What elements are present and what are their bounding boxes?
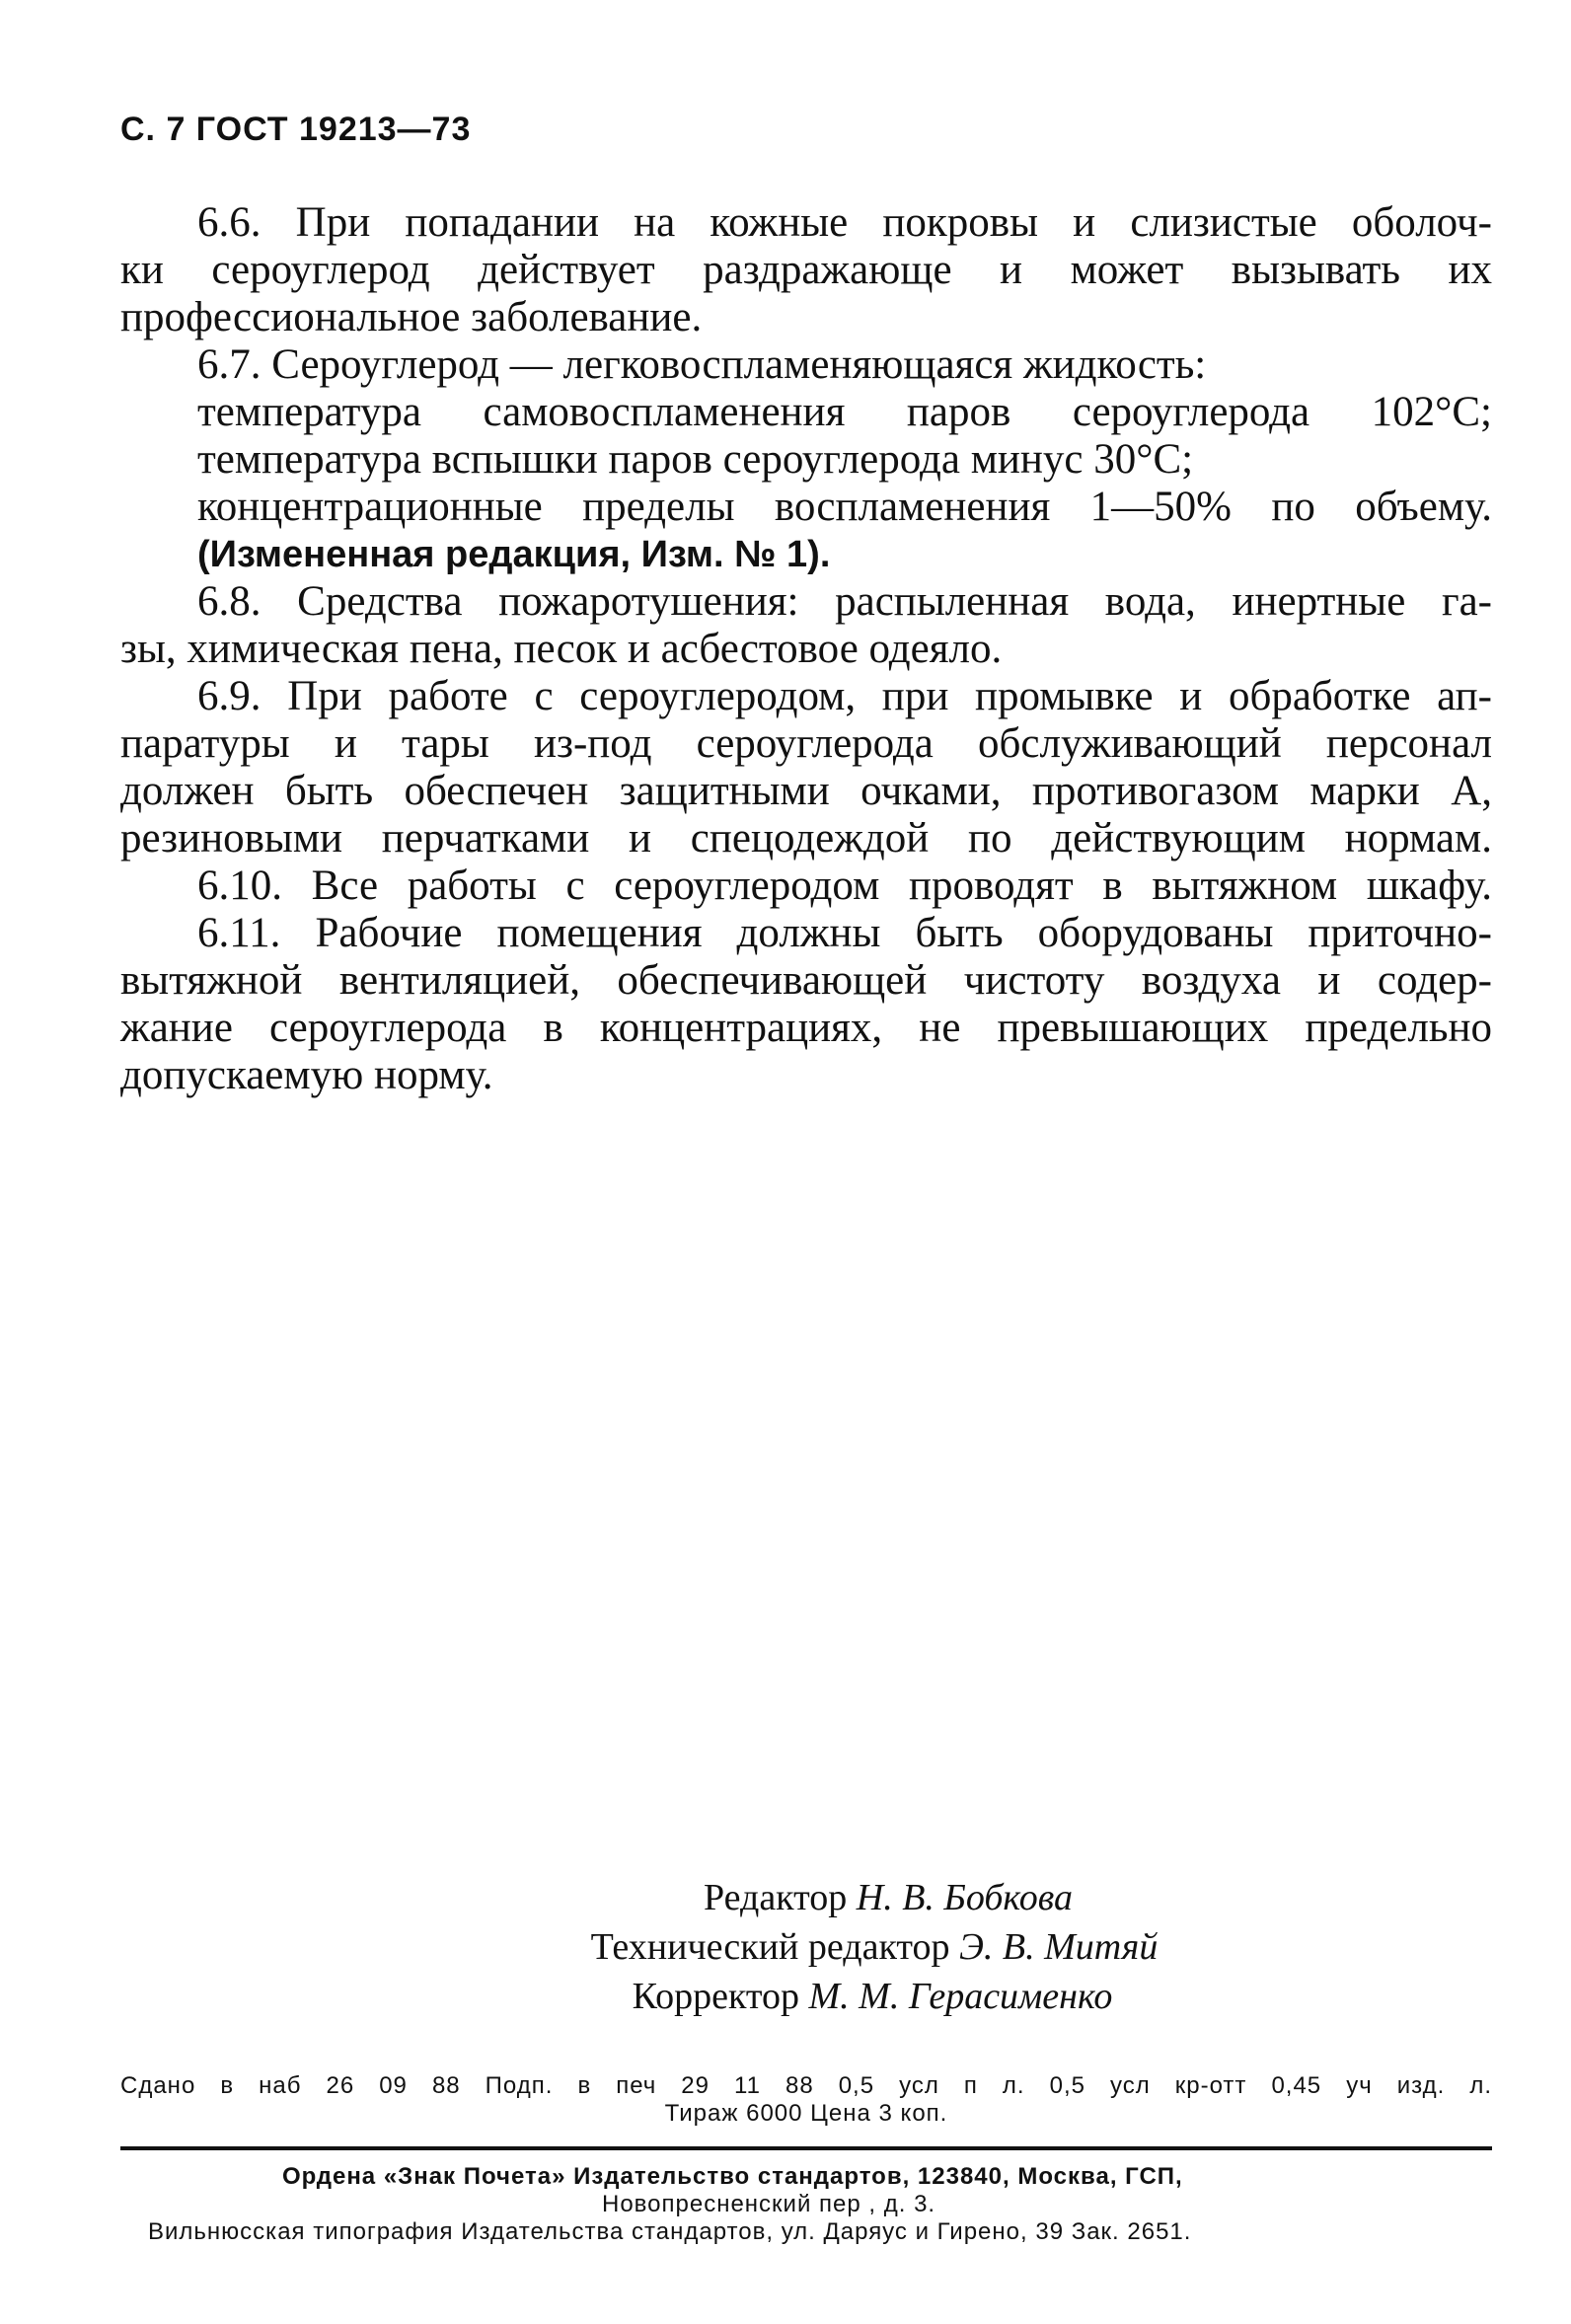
imprint-line-2: Тираж 6000 Цена 3 коп. [664,2100,948,2127]
proofreader-credit [0,1972,1571,2021]
print-imprint [120,2072,1492,2128]
proofreader-name: М. М. Герасименко [808,1976,1113,2017]
paragraph-6-11-line-2: вытяжной вентиляцией, обеспечивающей чистоту воздуха и содер- [120,957,1492,1004]
credits-block [0,1873,1571,2021]
paragraph-6-11-line-1: 6.11. Рабочие помещения должны быть оборудованы приточно- [197,910,1492,956]
paragraph-6-11-line-3: жание сероуглерода в концентрациях, не превышающих предельно [120,1005,1492,1051]
paragraph-6-7-line-4: концентрационные пределы воспламенения 1—50% по объему. [197,484,1492,530]
editor-credit [0,1873,1571,1922]
paragraph-6-6-line-3: профессиональное заболевание. [120,294,703,340]
paragraph-6-7-line-1: 6.7. Сероуглерод — легковоспламеняющаяся жидкость: [197,341,1207,388]
publisher-info [148,2163,1492,2246]
publisher-line-1: Ордена «Знак Почета» Издательство стандартов, 123840, Москва, ГСП, [282,2163,1183,2190]
tech-editor-name: Э. В. Митяй [959,1926,1159,1968]
paragraph-6-6-line-2: ки сероуглерод действует раздражающе и может вызывать их [120,247,1492,293]
tech-editor-label: Технический редактор [590,1926,950,1968]
paragraph-6-8-line-2: зы, химическая пена, песок и асбестовое одеяло. [120,626,1003,672]
publisher-line-2: Новопресненский пер , д. 3. [602,2191,936,2217]
divider-rule [120,2146,1492,2150]
paragraph-6-7-line-3: температура вспышки паров сероуглерода минус 30°С; [197,436,1194,483]
paragraph-6-8-line-1: 6.8. Средства пожаротушения: распыленная вода, инертные га- [197,578,1492,625]
paragraph-6-11-line-4: допускаемую норму. [120,1052,493,1098]
paragraph-6-9-line-4: резиновыми перчатками и спецодеждой по действующим нормам. [120,815,1492,862]
editor-label: Редактор [703,1877,848,1918]
editor-name: Н. В. Бобкова [856,1877,1073,1918]
paragraph-6-7-line-2: температура самовоспламенения паров сероуглерода 102°С; [197,389,1492,435]
imprint-line-1: Сдано в наб 26 09 88 Подп. в печ 29 11 88 0,5 усл п л. 0,5 усл кр-отт 0,45 уч изд. л. [120,2072,1492,2099]
tech-editor-credit [0,1922,1571,1972]
paragraph-6-9-line-1: 6.9. При работе с сероуглеродом, при промывке и обработке ап- [197,673,1492,719]
paragraph-6-9-line-2: паратуры и тары из-под сероуглерода обслуживающий персонал [120,720,1492,767]
publisher-line-3: Вильнюсская типография Издательства стандартов, ул. Даряус и Гирено, 39 Зак. 2651. [148,2218,1192,2245]
document-body [120,199,1492,1099]
proofreader-label: Корректор [632,1976,800,2017]
paragraph-6-6-line-1: 6.6. При попадании на кожные покровы и слизистые оболоч- [197,199,1492,246]
page-header: С. 7 ГОСТ 19213—73 [120,111,472,148]
paragraph-6-9-line-3: должен быть обеспечен защитными очками, противогазом марки А, [120,768,1492,814]
paragraph-6-10-line-1: 6.10. Все работы с сероуглеродом проводят в вытяжном шкафу. [197,862,1492,909]
amendment-note: (Измененная редакция, Изм. № 1). [197,534,831,575]
